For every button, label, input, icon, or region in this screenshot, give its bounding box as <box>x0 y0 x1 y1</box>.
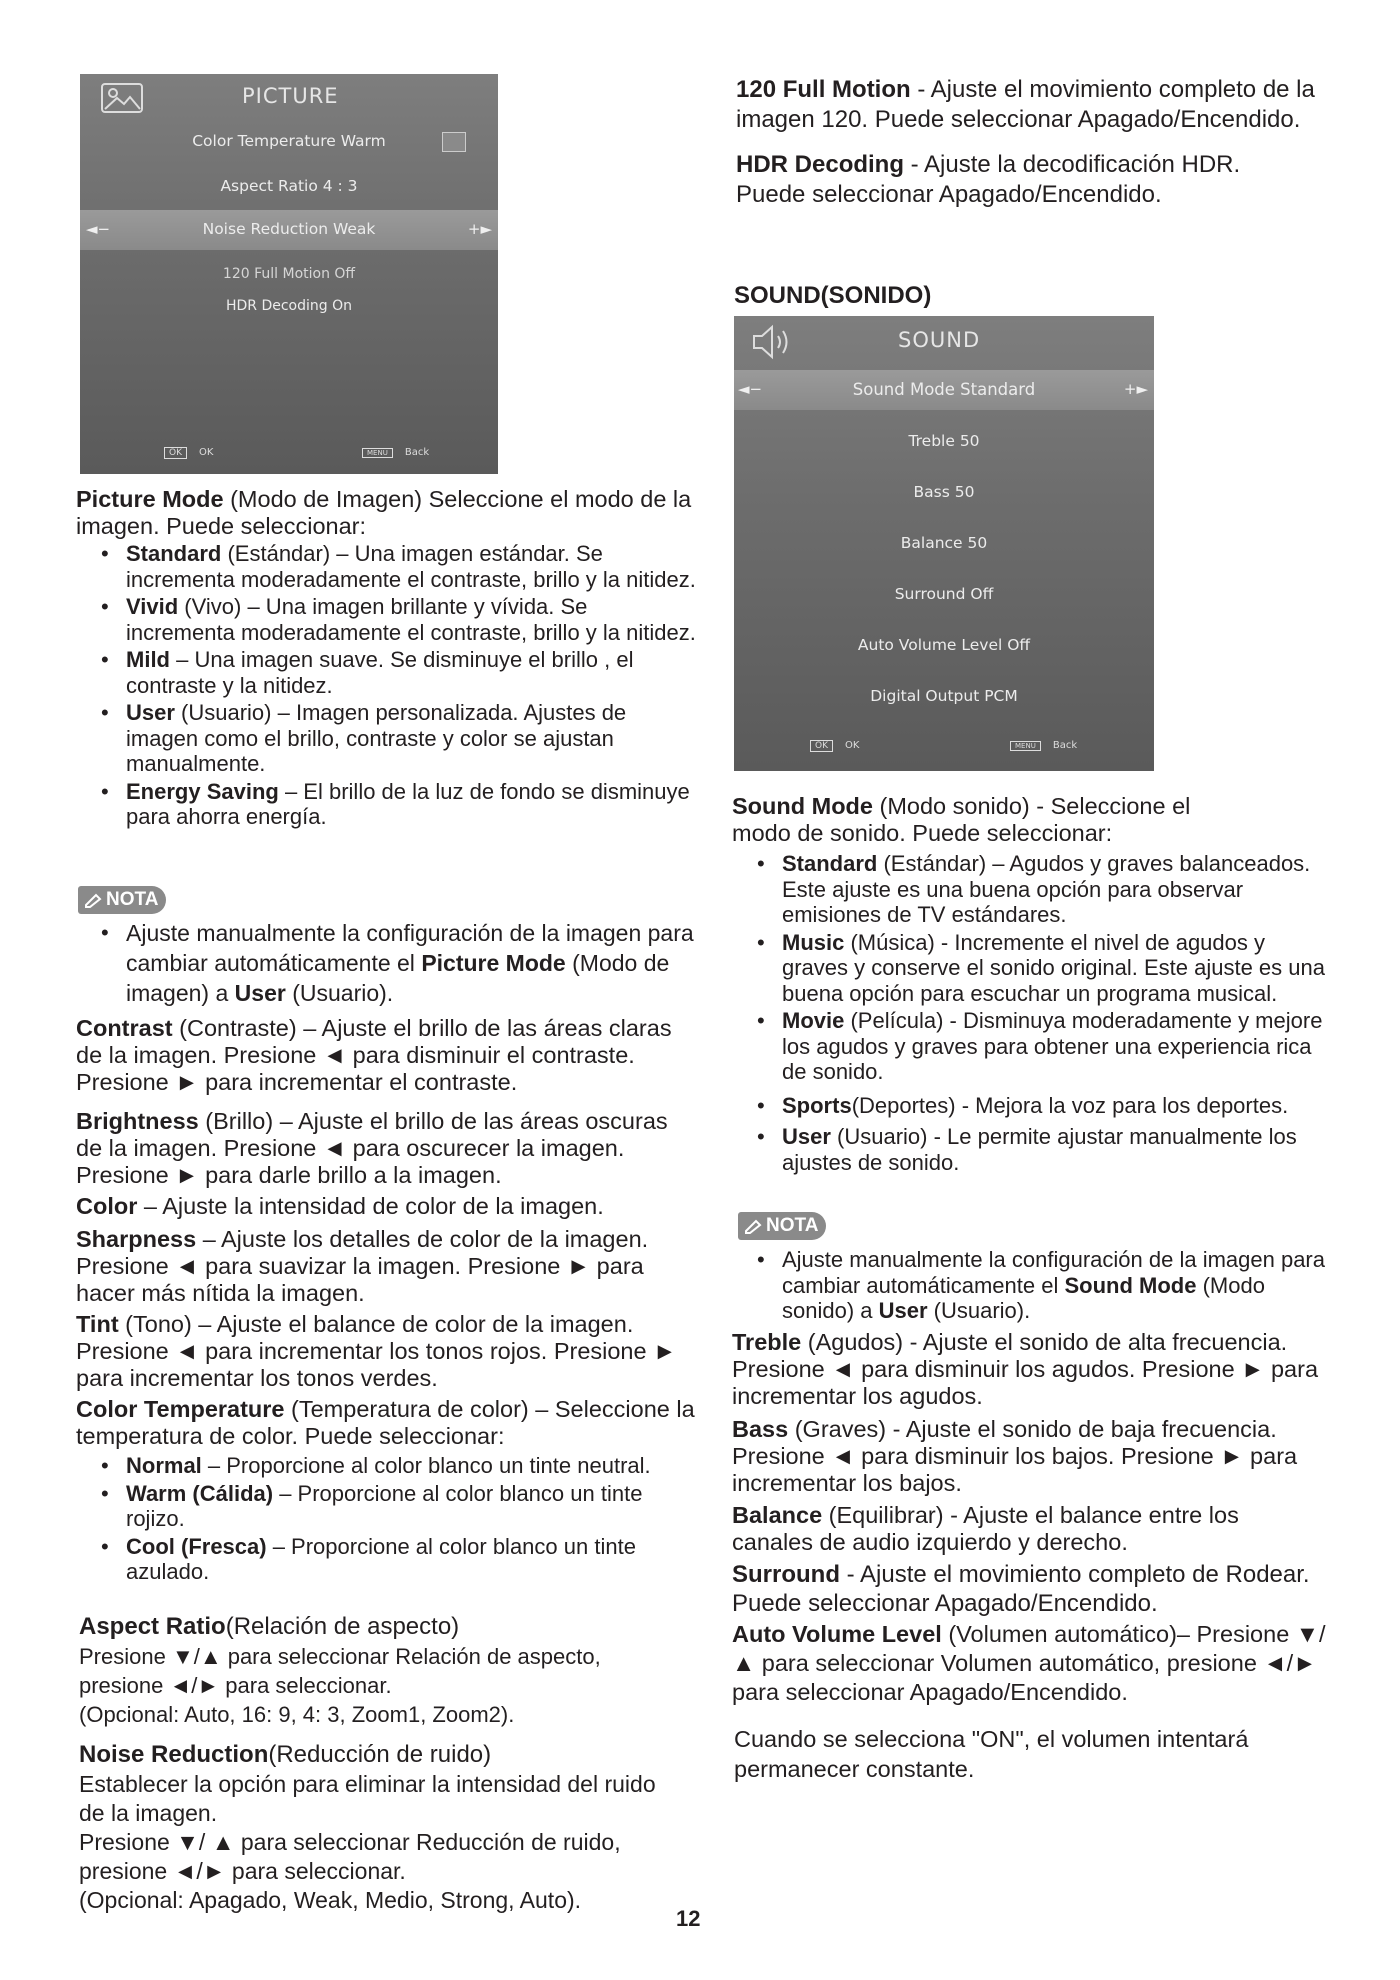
menu-key-icon: MENU <box>362 448 393 458</box>
ok-key-icon: OK <box>810 740 833 752</box>
color-paragraph: Color – Ajuste la intensidad de color de la imagen. <box>76 1193 604 1219</box>
right-plus-icon[interactable]: +► <box>467 220 492 238</box>
list-item: • Music (Música) - Incremente el nivel de agudos y graves y conserve el sonido original. Este ajuste es una buena opción para escuchar un programa musical. <box>732 930 1332 1007</box>
auto-volume-paragraph: Auto Volume Level (Volumen automático)– Presione ▼/▲ para seleccionar Volumen automático, presione ◄/► para seleccionar Apagado/Encendido. <box>732 1621 1326 1705</box>
list-item: • Standard (Estándar) – Una imagen estándar. Se incrementa moderadamente el contraste, brillo y la nitidez. <box>76 541 696 592</box>
menu-footer-ok: OK OK <box>164 447 213 459</box>
pencil-icon <box>84 892 104 908</box>
menu-item-full-motion[interactable]: 120 Full Motion Off <box>222 266 356 282</box>
menu-item-aspect-ratio[interactable]: Aspect Ratio 4 : 3 <box>220 177 358 195</box>
color-temperature-list <box>76 1453 696 1587</box>
sound-mode-intro: Sound Mode (Modo sonido) - Seleccione el modo de sonido. Puede seleccionar: <box>732 793 1191 846</box>
page-number: 12 <box>676 1906 701 1931</box>
menu-item-balance[interactable]: Balance 50 <box>900 534 988 552</box>
list-item: • Mild – Una imagen suave. Se disminuye el brillo , el contraste y la nitidez. <box>76 647 696 698</box>
sharpness-paragraph: Sharpness – Ajuste los detalles de color de la imagen. Presione ◄ para suavizar la imagen. Presione ► para hacer más nítida la imagen. <box>76 1226 649 1306</box>
sound-heading: SOUND(SONIDO) <box>734 282 932 309</box>
surround-paragraph: Surround - Ajuste el movimiento completo de Rodear. Puede seleccionar Apagado/Encendido. <box>732 1561 1310 1617</box>
tint-paragraph: Tint (Tono) – Ajuste el balance de color de la imagen. Presione ◄ para incrementar los tonos rojos. Presione ► para incrementar los tonos verdes. <box>76 1311 677 1391</box>
right-plus-icon[interactable]: +► <box>1123 380 1148 398</box>
aspect-ratio-section: Aspect Ratio(Relación de aspecto) Presione ▼/▲ para seleccionar Relación de aspecto, presione ◄/► para seleccionar. (Opcional: Auto, 16: 9, 4: 3, Zoom1, Zoom2). <box>79 1613 601 1727</box>
list-item: • Sports(Deportes) - Mejora la voz para los deportes. <box>732 1093 1332 1119</box>
bass-paragraph: Bass (Graves) - Ajuste el sonido de baja frecuencia. Presione ◄ para disminuir los bajos. Presione ► para incrementar los bajos. <box>732 1416 1298 1496</box>
brightness-paragraph: Brightness (Brillo) – Ajuste el brillo de las áreas oscuras de la imagen. Presione ◄ para oscurecer la imagen. Presione ► para darle brillo a la imagen. <box>76 1108 668 1188</box>
picture-mode-list <box>76 541 696 832</box>
sound-mode-list <box>732 851 1332 1177</box>
nota-badge: NOTA <box>738 1212 826 1240</box>
menu-footer-back: MENU Back <box>1010 740 1077 751</box>
list-item: • Ajuste manualmente la configuración de la imagen para cambiar automáticamente el Sound Mode (Modo sonido) a User (Usuario). <box>732 1247 1332 1324</box>
list-item: • Movie (Película) - Disminuya moderadamente y mejore los agudos y graves para obtener una experiencia rica de sonido. <box>732 1008 1332 1085</box>
color-temperature-paragraph: Color Temperature (Temperatura de color) – Seleccione la temperatura de color. Puede seleccionar: <box>76 1396 695 1449</box>
sound-menu-title: SOUND <box>898 328 981 352</box>
left-minus-icon[interactable]: ◄− <box>738 380 763 398</box>
list-item: • Cool (Fresca) – Proporcione al color blanco un tinte azulado. <box>76 1534 696 1585</box>
hdr-paragraph: HDR Decoding - Ajuste la decodificación HDR. Puede seleccionar Apagado/Encendido. <box>736 151 1241 208</box>
contrast-paragraph: Contrast (Contraste) – Ajuste el brillo de las áreas claras de la imagen. Presione ◄ para disminuir el contraste. Presione ► para incrementar el contraste. <box>76 1015 672 1095</box>
auto-volume-note: Cuando se selecciona "ON", el volumen intentará permanecer constante. <box>734 1726 1249 1782</box>
picture-icon <box>100 82 144 114</box>
menu-item-digital-output[interactable]: Digital Output PCM <box>870 687 1018 705</box>
full-motion-paragraph: 120 Full Motion - Ajuste el movimiento completo de la imagen 120. Puede seleccionar Apagado/Encendido. <box>736 76 1315 133</box>
speaker-icon <box>750 322 794 362</box>
picture-menu-title: PICTURE <box>242 84 339 108</box>
list-item: • User (Usuario) - Le permite ajustar manualmente los ajustes de sonido. <box>732 1124 1332 1175</box>
menu-footer-ok: OK OK <box>810 740 859 752</box>
nota-badge: NOTA <box>78 886 166 914</box>
menu-footer-back: MENU Back <box>362 447 429 458</box>
list-item: • Standard (Estándar) – Agudos y graves balanceados. Este ajuste es una buena opción para observar emisiones de TV estándares. <box>732 851 1332 928</box>
menu-key-icon: MENU <box>1010 741 1041 751</box>
left-minus-icon[interactable]: ◄− <box>86 220 111 238</box>
list-item: • Warm (Cálida) – Proporcione al color blanco un tinte rojizo. <box>76 1481 696 1532</box>
menu-item-noise-reduction[interactable]: Noise Reduction Weak <box>202 220 376 238</box>
picture-menu-screenshot <box>80 74 498 474</box>
list-item: • Vivid (Vivo) – Una imagen brillante y vívida. Se incrementa moderadamente el contraste, brillo y la nitidez. <box>76 594 696 645</box>
ok-key-icon: OK <box>164 447 187 459</box>
sound-menu-screenshot <box>734 316 1154 771</box>
menu-item-sound-mode[interactable]: Sound Mode Standard <box>852 380 1036 399</box>
picture-nota-list <box>76 918 696 1010</box>
list-item: • Normal – Proporcione al color blanco un tinte neutral. <box>76 1453 696 1479</box>
balance-paragraph: Balance (Equilibrar) - Ajuste el balance entre los canales de audio izquierdo y derecho. <box>732 1502 1239 1555</box>
menu-scrollbar <box>442 132 466 152</box>
noise-reduction-section: Noise Reduction(Reducción de ruido) Establecer la opción para eliminar la intensidad del ruido de la imagen. Presione ▼/ ▲ para seleccionar Reducción de ruido, presione ◄/► para seleccionar. (Opcional: Apagado, Weak, Medio, Strong, Auto). <box>79 1741 656 1913</box>
menu-item-hdr-decoding[interactable]: HDR Decoding On <box>225 298 353 314</box>
list-item: • User (Usuario) – Imagen personalizada. Ajustes de imagen como el brillo, contraste y color se ajustan manualmente. <box>76 700 696 777</box>
treble-paragraph: Treble (Agudos) - Ajuste el sonido de alta frecuencia. Presione ◄ para disminuir los agudos. Presione ► para incrementar los agudos. <box>732 1329 1319 1409</box>
menu-item-treble[interactable]: Treble 50 <box>908 432 980 450</box>
picture-mode-intro: Picture Mode (Modo de Imagen) Seleccione el modo de la imagen. Puede seleccionar: <box>76 486 692 539</box>
list-item: • Ajuste manualmente la configuración de la imagen para cambiar automáticamente el Picture Mode (Modo de imagen) a User (Usuario). <box>76 918 696 1008</box>
sound-nota-list <box>732 1247 1332 1326</box>
menu-item-color-temperature[interactable]: Color Temperature Warm <box>192 132 386 150</box>
menu-item-auto-volume[interactable]: Auto Volume Level Off <box>857 636 1031 654</box>
menu-item-bass[interactable]: Bass 50 <box>913 483 975 501</box>
menu-item-surround[interactable]: Surround Off <box>894 585 994 603</box>
list-item: • Energy Saving – El brillo de la luz de fondo se disminuye para ahorra energía. <box>76 779 696 830</box>
pencil-icon <box>744 1218 764 1234</box>
